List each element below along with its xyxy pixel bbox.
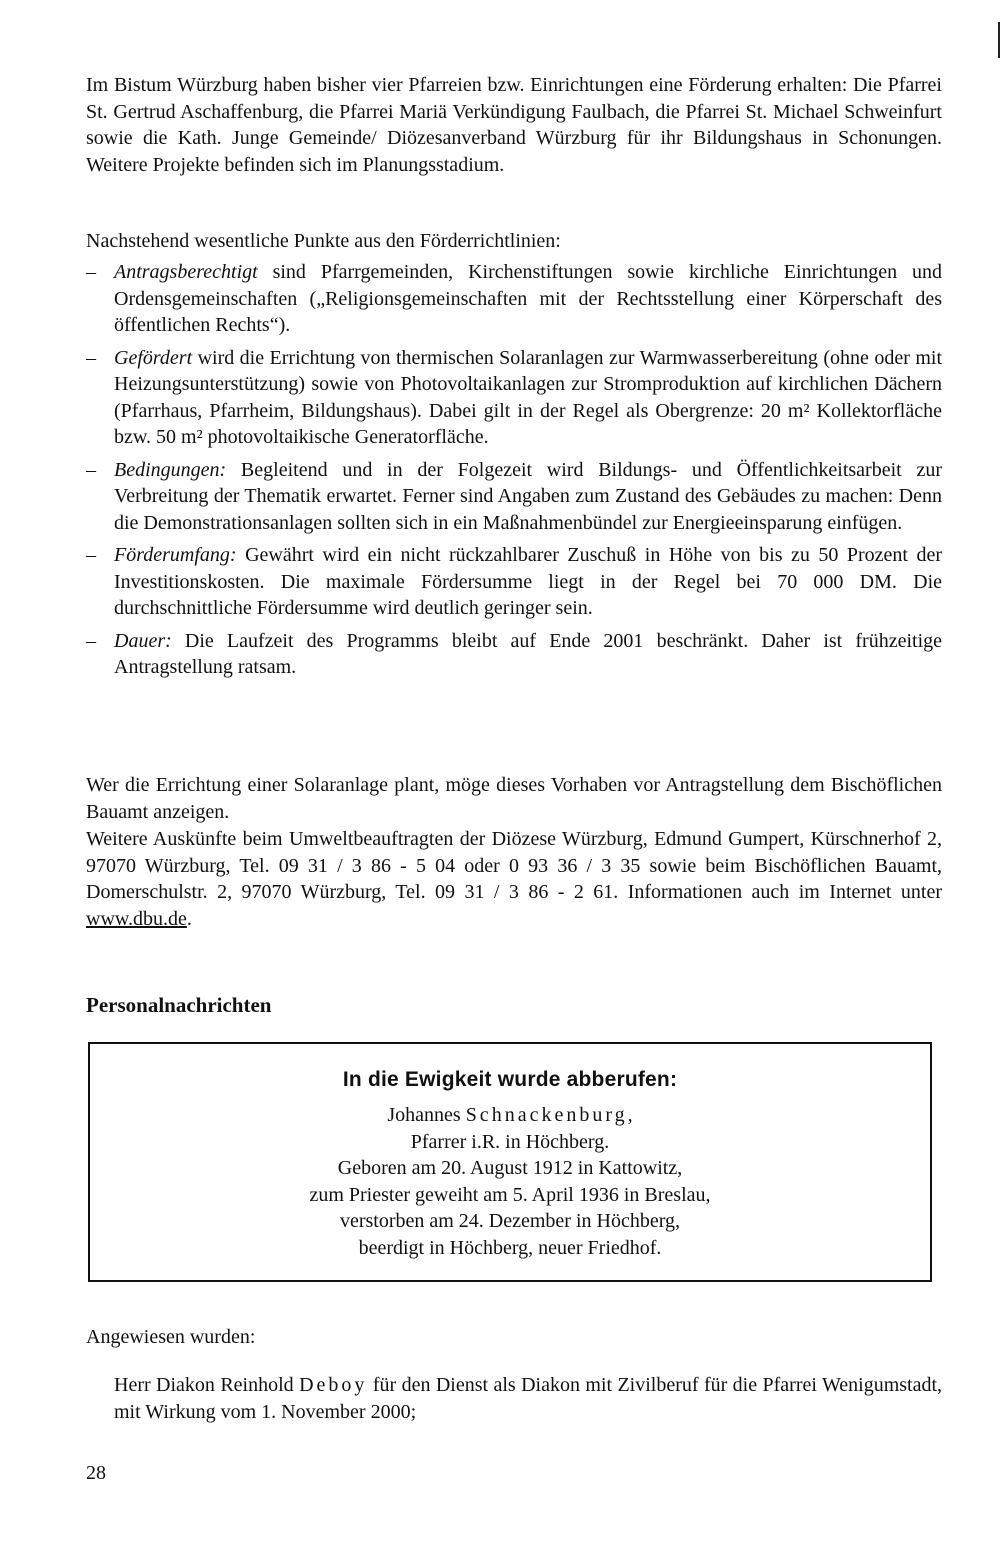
obituary-surname: Schnackenburg xyxy=(465,1104,628,1126)
obituary-name-suffix: , xyxy=(627,1104,633,1126)
guidelines-list xyxy=(86,259,942,687)
list-item-text: Die Laufzeit des Programms bleibt auf Ende 2001 beschränkt. Daher ist frühzeitige Antragstellung ratsam. xyxy=(114,629,942,678)
list-item-term: Antragsberechtigt xyxy=(114,261,258,283)
obituary-line: verstorben am 24. Dezember in Höchberg, xyxy=(339,1210,681,1232)
list-item-text: wird die Errichtung von thermischen Solaranlagen zur Warmwasserbereitung (ohne oder mit Heizungsunterstützung) sowie von Photovoltaikanlagen zur Stromproduktion auf kirchlichen Dächern (Pfarrhaus, Pfarrheim, Bildungshaus). Dabei gilt in der Regel als Obergrenze: 20 m² Kollektorfläche bzw. 50 m² photovoltaikische Generatorfläche. xyxy=(114,346,942,448)
list-item-term: Förderumfang: xyxy=(114,544,237,566)
intro-paragraph xyxy=(86,72,942,178)
obituary-line: Geboren am 20. August 1912 in Kattowitz, xyxy=(337,1157,683,1179)
guidelines-intro xyxy=(86,228,942,255)
obituary-line: Pfarrer i.R. in Höchberg. xyxy=(410,1130,610,1153)
list-item xyxy=(86,259,942,339)
appointment-text: für den Dienst als Diakon mit Zivilberuf für die Pfarrei Wenigumstadt, mit Wirkung vom 1. November 2000; xyxy=(114,1374,943,1423)
notice-paragraph xyxy=(86,772,942,825)
section-heading: Personalnachrichten xyxy=(86,993,272,1017)
notice-paragraph-text: Wer die Errichtung einer Solaranlage plant, möge dieses Vorhaben vor Antragstellung dem Bischöflichen Bauamt anzeigen. xyxy=(86,774,942,823)
contact-text: Weitere Auskünfte beim Umweltbeauftragten der Diözese Würzburg, Edmund Gumpert, Kürschnerhof 2, 97070 Würzburg, Tel. 09 31 / 3 86 - 5 04 oder 0 93 36 / 3 35 sowie beim Bischöflichen Bauamt, Domerschulstr. 2, 97070 Würzburg, Tel. 09 31 / 3 86 - 2 61. Informationen auch im Internet unter xyxy=(86,828,942,903)
list-dash: – xyxy=(86,458,96,481)
list-item-text: Gewährt wird ein nicht rückzahlbarer Zuschuß in Höhe von bis zu 50 Prozent der Investitionskosten. Die maximale Fördersumme liegt in der Regel bei 70 000 DM. Die durchschnittliche Fördersumme wird deutlich geringer sein. xyxy=(114,544,942,619)
list-item-term: Dauer: xyxy=(114,629,172,652)
page-number: 28 xyxy=(86,1462,106,1484)
list-item-text: sind Pfarrgemeinden, Kirchenstiftungen sowie kirchliche Einrichtungen und Ordensgemeinschaften („Religionsgemeinschaften mit der Rechtsstellung einer Körperschaft des öffentlichen Rechts“). xyxy=(114,261,942,336)
obituary-title: In die Ewigkeit wurde abberufen: xyxy=(342,1068,678,1091)
list-dash: – xyxy=(86,629,96,652)
appointment-entry xyxy=(114,1372,942,1425)
website-link[interactable]: www.dbu.de xyxy=(86,907,187,930)
list-item xyxy=(86,628,942,681)
list-item xyxy=(86,542,942,622)
obituary-line: beerdigt in Höchberg, neuer Friedhof. xyxy=(358,1236,662,1259)
list-item xyxy=(86,457,942,537)
contact-end: . xyxy=(186,907,192,930)
obituary-name xyxy=(90,1102,930,1129)
list-dash: – xyxy=(86,346,96,369)
obituary-lines xyxy=(90,1102,930,1261)
obituary-line: zum Priester geweiht am 5. April 1936 in Breslau, xyxy=(309,1183,711,1206)
list-dash: – xyxy=(86,261,96,283)
list-item-term: Bedingungen: xyxy=(114,458,227,481)
obituary-first-name: Johannes xyxy=(387,1104,461,1126)
obituary-box xyxy=(88,1042,932,1282)
contact-paragraph-text xyxy=(86,826,942,932)
list-item xyxy=(86,345,942,451)
guidelines-intro-text: Nachstehend wesentliche Punkte aus den Förderrichtlinien: xyxy=(86,230,561,252)
appointments-heading: Angewiesen wurden: xyxy=(86,1326,256,1348)
contact-paragraph xyxy=(86,826,942,932)
list-dash: – xyxy=(86,544,96,566)
appointment-prefix: Herr Diakon Reinhold xyxy=(114,1374,294,1396)
list-item-text: Begleitend und in der Folgezeit wird Bildungs- und Öffentlichkeitsarbeit zur Verbreitung der Thematik erwartet. Ferner sind Angaben zum Zustand des Gebäudes zu machen: Denn die Demonstrationsanlagen sollten sich in ein Maßnahmenbündel zur Energieeinsparung einfügen. xyxy=(114,458,942,534)
appointment-surname: Deboy xyxy=(299,1374,368,1396)
list-item-term: Gefördert xyxy=(114,346,193,369)
intro-paragraph-text: Im Bistum Würzburg haben bisher vier Pfarreien bzw. Einrichtungen eine Förderung erhalten: Die Pfarrei St. Gertrud Aschaffenburg, die Pfarrei Mariä Verkündigung Faulbach, die Pfarrei St. Michael Schweinfurt sowie die Kath. Junge Gemeinde/ Diözesanverband Würzburg für ihr Bildungshaus in Schonungen. Weitere Projekte befinden sich im Planungsstadium. xyxy=(86,74,942,176)
